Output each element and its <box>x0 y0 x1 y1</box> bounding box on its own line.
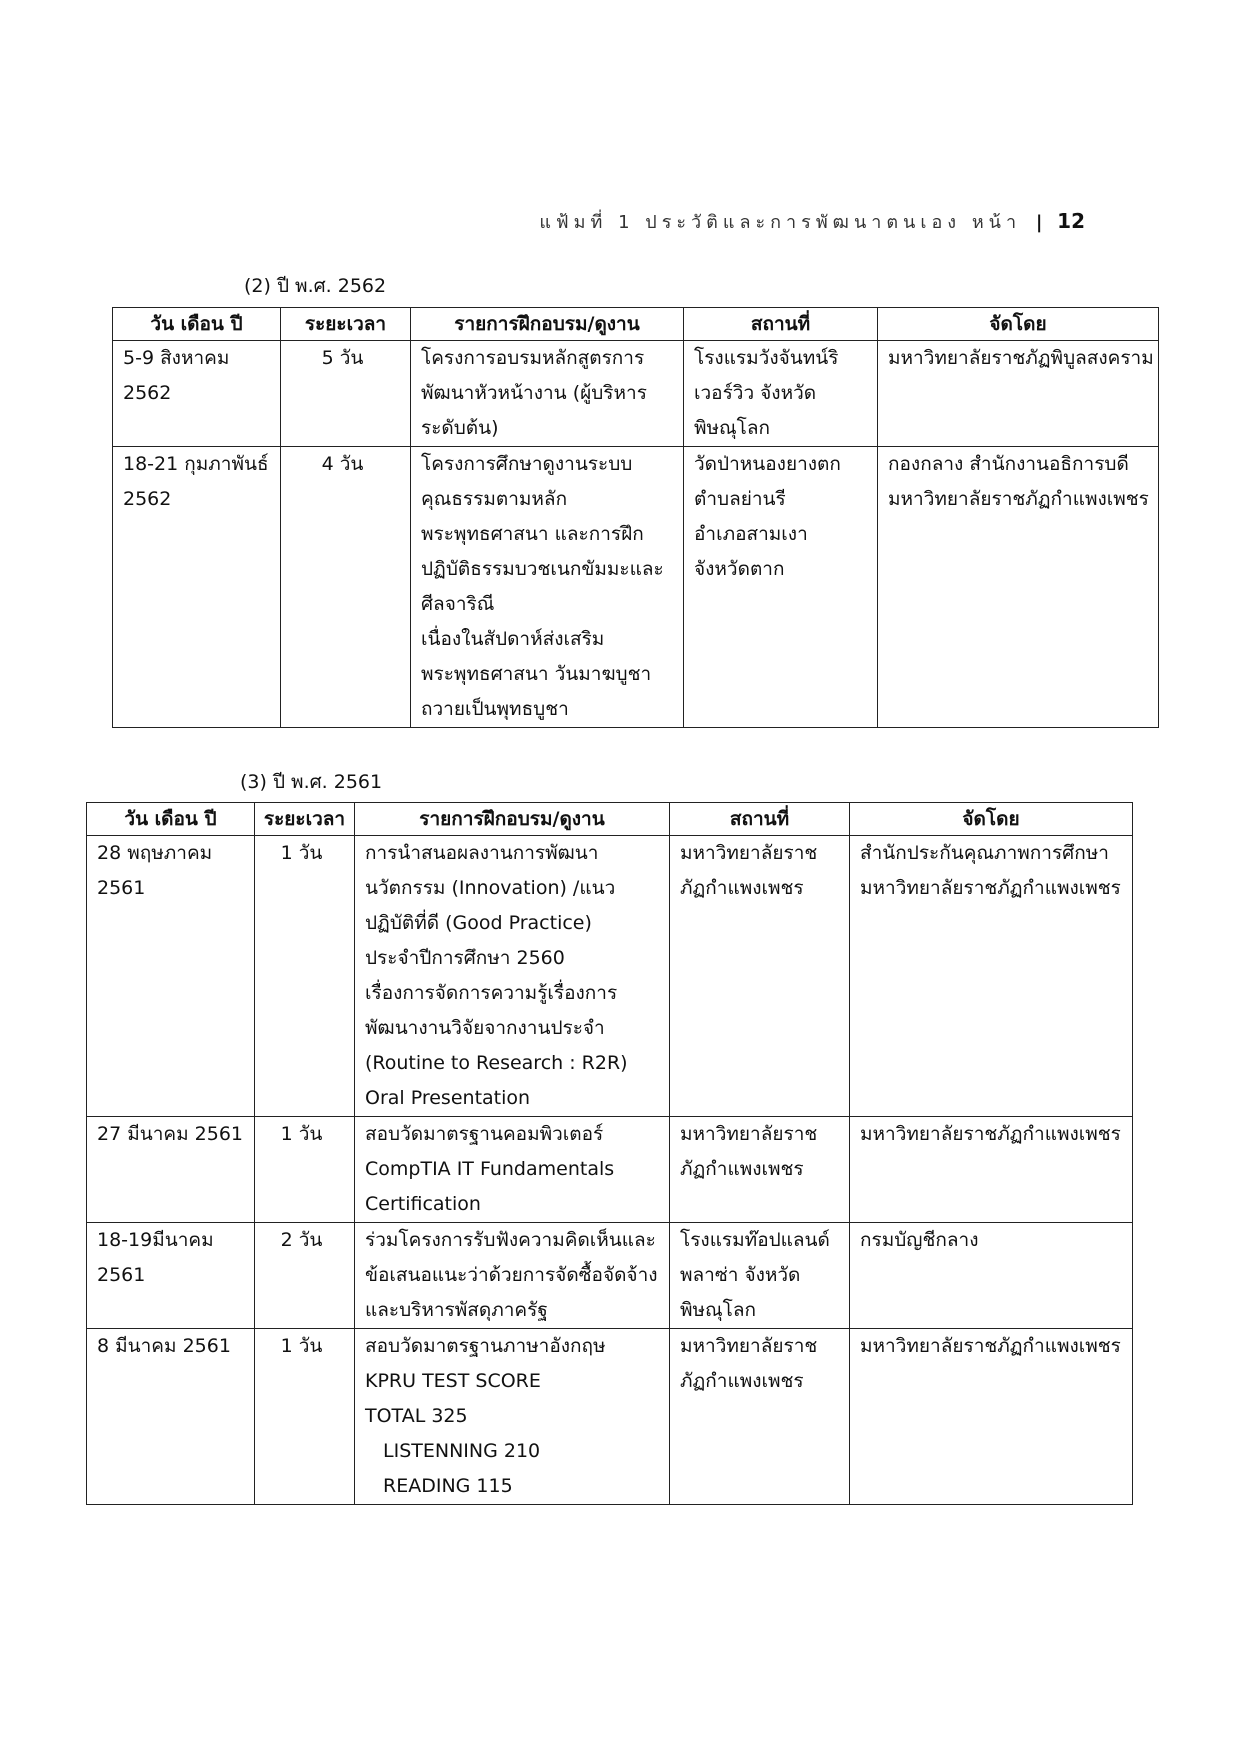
cell-line: สอบวัดมาตรฐานคอมพิวเตอร์ <box>365 1123 604 1145</box>
column-header-organizer: จัดโดย <box>850 803 1133 836</box>
cell-line: 8 มีนาคม 2561 <box>97 1335 231 1357</box>
cell-item <box>411 341 684 447</box>
cell-duration: 1 วัน <box>255 1117 355 1223</box>
cell-line: พัฒนางานวิจัยจากงานประจำ <box>365 1017 605 1039</box>
cell-line: 18-19มีนาคม <box>97 1229 214 1251</box>
cell-line: ศีลจาริณี <box>421 593 495 615</box>
cell-line: นวัตกรรม (Innovation) /แนว <box>365 877 616 899</box>
cell-item <box>355 1223 670 1329</box>
column-header-item: รายการฝึกอบรม/ดูงาน <box>411 308 684 341</box>
cell-place <box>670 1329 850 1505</box>
cell-item <box>355 1329 670 1505</box>
table-row <box>113 447 1159 728</box>
page-number: 12 <box>1057 209 1085 233</box>
header-title: แฟ้มที่ 1 ประวัติและการพัฒนาตนเอง หน้า <box>539 212 1022 233</box>
cell-line: 5-9 สิงหาคม <box>123 347 230 369</box>
training-table-2562 <box>112 307 1159 728</box>
cell-line: มหาวิทยาลัยราชภัฏกำแพงเพชร <box>860 877 1121 899</box>
cell-line: จังหวัดตาก <box>694 558 785 580</box>
cell-line: มหาวิทยาลัยราช <box>680 1335 818 1357</box>
cell-organizer <box>878 341 1159 447</box>
cell-line: 2561 <box>97 877 146 899</box>
cell-line: 27 มีนาคม 2561 <box>97 1123 244 1145</box>
cell-line: กองกลาง สำนักงานอธิการบดี <box>888 453 1129 475</box>
cell-line: คุณธรรมตามหลัก <box>421 488 568 510</box>
table-row <box>87 1223 1133 1329</box>
cell-date <box>113 447 281 728</box>
cell-date <box>113 341 281 447</box>
header-separator: | <box>1035 212 1043 233</box>
cell-duration: 2 วัน <box>255 1223 355 1329</box>
cell-line: วัดป่าหนองยางตก <box>694 453 841 475</box>
cell-line: โรงแรมวังจันทน์ริ <box>694 347 839 369</box>
cell-line: มหาวิทยาลัยราชภัฏกำแพงเพชร <box>860 1335 1121 1357</box>
cell-line: ภัฏกำแพงเพชร <box>680 1370 804 1392</box>
cell-organizer <box>850 1117 1133 1223</box>
cell-line: 18-21 กุมภาพันธ์ <box>123 453 269 475</box>
cell-line: การนำสนอผลงานการพัฒนา <box>365 842 599 864</box>
cell-line: CompTIA IT Fundamentals <box>365 1158 615 1180</box>
cell-organizer <box>878 447 1159 728</box>
cell-duration: 1 วัน <box>255 1329 355 1505</box>
cell-place <box>670 1223 850 1329</box>
cell-line: LISTENNING 210 <box>383 1440 541 1462</box>
cell-line: โรงแรมท๊อปแลนด์ <box>680 1229 830 1251</box>
column-header-organizer: จัดโดย <box>878 308 1159 341</box>
cell-organizer <box>850 836 1133 1117</box>
cell-duration: 5 วัน <box>281 341 411 447</box>
cell-line: ปฏิบัติที่ดี (Good Practice) <box>365 912 592 934</box>
cell-line: มหาวิทยาลัยราช <box>680 842 818 864</box>
training-table-2561 <box>86 802 1133 1505</box>
cell-item <box>355 836 670 1117</box>
section-caption-2562: (2) ปี พ.ศ. 2562 <box>244 275 387 297</box>
cell-line: Oral Presentation <box>365 1087 531 1109</box>
cell-line: สอบวัดมาตรฐานภาษาอังกฤษ <box>365 1335 606 1357</box>
cell-line: 2562 <box>123 382 172 404</box>
cell-line: พัฒนาหัวหน้างาน (ผู้บริหาร <box>421 382 647 404</box>
cell-line: ถวายเป็นพุทธบูชา <box>421 698 569 720</box>
table-header-row <box>87 803 1133 836</box>
cell-line: มหาวิทยาลัยราชภัฏพิบูลสงคราม <box>888 347 1154 369</box>
cell-place <box>684 447 878 728</box>
column-header-date: วัน เดือน ปี <box>113 308 281 341</box>
cell-line: ตำบลย่านรี <box>694 488 786 510</box>
cell-line: พระพุทธศาสนา และการฝึก <box>421 523 644 545</box>
cell-line: เนื่องในสัปดาห์ส่งเสริม <box>421 628 605 650</box>
cell-line: Certification <box>365 1193 481 1215</box>
cell-line: READING 115 <box>383 1475 513 1497</box>
cell-line: ประจำปีการศึกษา 2560 <box>365 947 565 969</box>
cell-line: สำนักประกันคุณภาพการศึกษา <box>860 842 1109 864</box>
cell-line: ระดับต้น) <box>421 417 499 439</box>
cell-line: มหาวิทยาลัยราช <box>680 1123 818 1145</box>
column-header-duration: ระยะเวลา <box>255 803 355 836</box>
cell-date <box>87 1223 255 1329</box>
cell-place <box>684 341 878 447</box>
cell-duration: 1 วัน <box>255 836 355 1117</box>
cell-duration: 4 วัน <box>281 447 411 728</box>
cell-line: มหาวิทยาลัยราชภัฏกำแพงเพชร <box>860 1123 1121 1145</box>
cell-line: ภัฏกำแพงเพชร <box>680 877 804 899</box>
cell-line: อำเภอสามเงา <box>694 523 808 545</box>
section-caption-2561: (3) ปี พ.ศ. 2561 <box>240 771 383 793</box>
cell-line: โครงการศึกษาดูงานระบบ <box>421 453 633 475</box>
cell-line: เวอร์วิว จังหวัด <box>694 382 817 404</box>
table-header-row <box>113 308 1159 341</box>
column-header-duration: ระยะเวลา <box>281 308 411 341</box>
column-header-date: วัน เดือน ปี <box>87 803 255 836</box>
cell-item <box>411 447 684 728</box>
cell-line: (Routine to Research : R2R) <box>365 1052 628 1074</box>
cell-date <box>87 1117 255 1223</box>
cell-line: ข้อเสนอแนะว่าด้วยการจัดซื้อจัดจ้าง <box>365 1264 658 1286</box>
cell-place <box>670 836 850 1117</box>
cell-line: พระพุทธศาสนา วันมาฆบูชา <box>421 663 652 685</box>
cell-date <box>87 1329 255 1505</box>
cell-line: TOTAL 325 <box>365 1405 468 1427</box>
cell-line: เรื่องการจัดการความรู้เรื่องการ <box>365 982 618 1004</box>
cell-place <box>670 1117 850 1223</box>
cell-organizer <box>850 1329 1133 1505</box>
cell-line: 2561 <box>97 1264 146 1286</box>
cell-organizer <box>850 1223 1133 1329</box>
cell-item <box>355 1117 670 1223</box>
cell-line: ร่วมโครงการรับฟังความคิดเห็นและ <box>365 1229 656 1251</box>
cell-line: โครงการอบรมหลักสูตรการ <box>421 347 645 369</box>
cell-date <box>87 836 255 1117</box>
cell-line: 2562 <box>123 488 172 510</box>
table-row <box>113 341 1159 447</box>
cell-line: พิษณุโลก <box>680 1299 757 1321</box>
cell-line: 28 พฤษภาคม <box>97 842 213 864</box>
column-header-item: รายการฝึกอบรม/ดูงาน <box>355 803 670 836</box>
cell-line: มหาวิทยาลัยราชภัฏกำแพงเพชร <box>888 488 1149 510</box>
column-header-place: สถานที่ <box>684 308 878 341</box>
cell-line: ภัฏกำแพงเพชร <box>680 1158 804 1180</box>
table-row <box>87 836 1133 1117</box>
cell-line: พลาซ่า จังหวัด <box>680 1264 801 1286</box>
cell-line: KPRU TEST SCORE <box>365 1370 541 1392</box>
cell-line: กรมบัญชีกลาง <box>860 1229 979 1251</box>
table-row <box>87 1329 1133 1505</box>
cell-line: พิษณุโลก <box>694 417 771 439</box>
cell-line: ปฏิบัติธรรมบวชเนกขัมมะและ <box>421 558 664 580</box>
column-header-place: สถานที่ <box>670 803 850 836</box>
cell-line: และบริหารพัสดุภาครัฐ <box>365 1299 548 1321</box>
page-header <box>539 207 1085 236</box>
table-row <box>87 1117 1133 1223</box>
